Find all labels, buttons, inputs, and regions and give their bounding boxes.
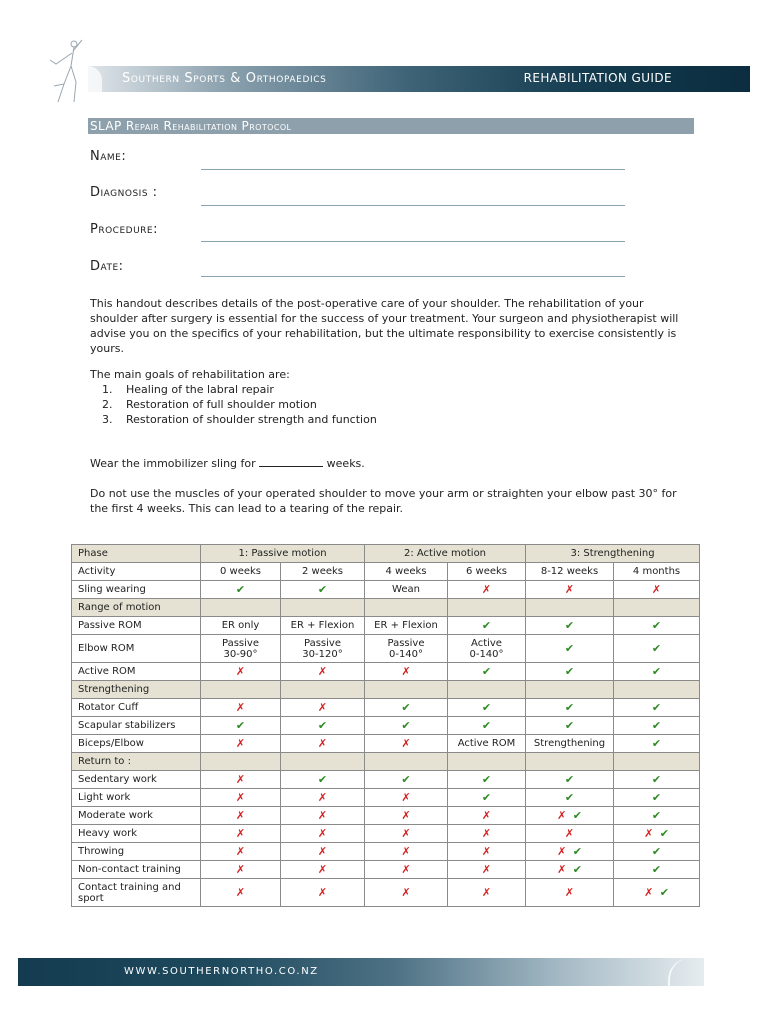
table-row	[72, 663, 700, 681]
cross-icon: ✗	[317, 736, 328, 750]
timepoint: 0 weeks	[201, 563, 281, 581]
cross-icon: ✗	[481, 582, 492, 596]
table-row	[72, 861, 700, 879]
cross-icon: ✗	[317, 664, 328, 678]
section-row	[72, 599, 700, 617]
goals-list	[90, 382, 377, 427]
cell-text: Strengthening	[526, 735, 614, 753]
timepoint: 4 months	[614, 563, 700, 581]
table-row	[72, 825, 700, 843]
cross-icon: ✗	[317, 700, 328, 714]
table-row-phase	[72, 545, 700, 563]
tick-icon: ✔	[317, 582, 328, 596]
name-line	[201, 169, 625, 170]
activity-label: Activity	[72, 563, 201, 581]
tick-icon: ✔	[317, 718, 328, 732]
row-label: Light work	[72, 789, 201, 807]
header-bar	[88, 66, 750, 92]
tick-icon: ✔	[572, 862, 582, 876]
tick-icon: ✔	[481, 664, 492, 678]
cross-icon: ✗	[401, 862, 411, 876]
row-label: Moderate work	[72, 807, 201, 825]
cell-text: Active ROM	[448, 735, 526, 753]
protocol-title: SLAP Repair Rehabilitation Protocol	[88, 118, 694, 134]
tick-icon: ✔	[317, 772, 328, 786]
tick-icon: ✔	[651, 862, 662, 876]
cross-icon: ✗	[557, 862, 567, 876]
cross-icon: ✗	[401, 844, 411, 858]
cross-icon: ✗	[235, 736, 246, 750]
row-label: Rotator Cuff	[72, 699, 201, 717]
timepoint: 4 weeks	[365, 563, 448, 581]
section-strengthening: Strengthening	[72, 681, 201, 699]
guide-label: REHABILITATION GUIDE	[523, 71, 672, 85]
tick-icon: ✔	[564, 772, 575, 786]
cross-icon: ✗	[401, 885, 411, 899]
table-row	[72, 617, 700, 635]
cross-icon: ✗	[481, 826, 492, 840]
tick-icon: ✔	[659, 826, 669, 840]
cross-icon: ✗	[481, 862, 492, 876]
rehab-table	[71, 544, 700, 907]
row-label: Throwing	[72, 843, 201, 861]
tick-icon: ✔	[481, 700, 492, 714]
cross-icon: ✗	[235, 664, 246, 678]
date-line	[201, 276, 625, 277]
cross-icon: ✗	[317, 862, 328, 876]
diagnosis-line	[201, 205, 625, 206]
tick-icon: ✔	[564, 641, 575, 655]
cross-icon: ✗	[317, 808, 328, 822]
cross-icon: ✗	[235, 700, 246, 714]
row-label: Active ROM	[72, 663, 201, 681]
section-range-of-motion: Range of motion	[72, 599, 201, 617]
table-row	[72, 699, 700, 717]
tick-icon: ✔	[401, 700, 411, 714]
goal-item: 1. Healing of the labral repair	[116, 382, 377, 397]
section-row	[72, 753, 700, 771]
cell-text: 30-120°	[302, 648, 343, 660]
cell-text: 0-140°	[469, 648, 504, 660]
tick-icon: ✔	[481, 618, 492, 632]
cross-icon: ✗	[401, 736, 411, 750]
cross-icon: ✗	[235, 826, 246, 840]
sling-instruction	[90, 456, 690, 471]
tick-icon: ✔	[572, 808, 582, 822]
timepoint: 2 weeks	[281, 563, 365, 581]
timepoint: 6 weeks	[448, 563, 526, 581]
header-notch	[88, 66, 102, 92]
cross-icon: ✗	[235, 844, 246, 858]
diagnosis-label: Diagnosis :	[90, 185, 158, 200]
tick-icon: ✔	[481, 718, 492, 732]
cross-icon: ✗	[401, 808, 411, 822]
tick-icon: ✔	[235, 718, 246, 732]
goal-item: 2. Restoration of full shoulder motion	[116, 397, 377, 412]
table-row	[72, 581, 700, 599]
cross-icon: ✗	[481, 808, 492, 822]
row-label: Heavy work	[72, 825, 201, 843]
cross-icon: ✗	[317, 826, 328, 840]
goal-item: 3. Restoration of shoulder strength and function	[116, 412, 377, 427]
table-row	[72, 807, 700, 825]
procedure-label: Procedure:	[90, 222, 158, 237]
footer-swoosh	[668, 958, 690, 986]
cell-text: ER + Flexion	[281, 617, 365, 635]
tick-icon: ✔	[651, 808, 662, 822]
row-label: Elbow ROM	[72, 635, 201, 663]
table-row	[72, 879, 700, 907]
cell-text: 30-90°	[223, 648, 258, 660]
cross-icon: ✗	[564, 582, 575, 596]
tick-icon: ✔	[651, 736, 662, 750]
cross-icon: ✗	[401, 664, 411, 678]
cross-icon: ✗	[235, 790, 246, 804]
phase-3: 3: Strengthening	[526, 545, 700, 563]
tick-icon: ✔	[651, 700, 662, 714]
sling-text-before: Wear the immobilizer sling for	[90, 457, 256, 470]
table-row	[72, 843, 700, 861]
cross-icon: ✗	[644, 826, 654, 840]
tick-icon: ✔	[572, 844, 582, 858]
phase-label: Phase	[72, 545, 201, 563]
tick-icon: ✔	[564, 700, 575, 714]
phase-1: 1: Passive motion	[201, 545, 365, 563]
cross-icon: ✗	[564, 826, 575, 840]
tick-icon: ✔	[401, 718, 411, 732]
cell-text: Passive	[222, 637, 259, 649]
section-return-to: Return to :	[72, 753, 201, 771]
cross-icon: ✗	[651, 582, 662, 596]
logo-figure	[44, 36, 94, 106]
table-row	[72, 717, 700, 735]
tick-icon: ✔	[235, 582, 246, 596]
cross-icon: ✗	[235, 885, 246, 899]
row-label: Sedentary work	[72, 771, 201, 789]
sling-text-after: weeks.	[326, 457, 365, 470]
cell-text: ER + Flexion	[365, 617, 448, 635]
cross-icon: ✗	[235, 772, 246, 786]
cell-text: Wean	[365, 581, 448, 599]
table-row	[72, 789, 700, 807]
tick-icon: ✔	[659, 885, 669, 899]
cross-icon: ✗	[481, 885, 492, 899]
tick-icon: ✔	[564, 618, 575, 632]
table-row-activity	[72, 563, 700, 581]
row-label: Biceps/Elbow	[72, 735, 201, 753]
tick-icon: ✔	[401, 772, 411, 786]
footer-bar	[18, 958, 704, 986]
cross-icon: ✗	[235, 862, 246, 876]
cross-icon: ✗	[644, 885, 654, 899]
tick-icon: ✔	[564, 664, 575, 678]
footer-url[interactable]: WWW.SOUTHERNORTHO.CO.NZ	[124, 966, 319, 977]
timepoint: 8-12 weeks	[526, 563, 614, 581]
tick-icon: ✔	[651, 844, 662, 858]
cross-icon: ✗	[317, 844, 328, 858]
phase-2: 2: Active motion	[365, 545, 526, 563]
tick-icon: ✔	[651, 641, 662, 655]
table-row	[72, 735, 700, 753]
tick-icon: ✔	[564, 790, 575, 804]
cell-text: Passive	[387, 637, 425, 649]
tick-icon: ✔	[651, 790, 662, 804]
goals-block	[90, 367, 377, 427]
row-label: Passive ROM	[72, 617, 201, 635]
tick-icon: ✔	[651, 718, 662, 732]
cross-icon: ✗	[557, 844, 567, 858]
cross-icon: ✗	[401, 790, 411, 804]
tick-icon: ✔	[651, 664, 662, 678]
cell-text: 0-140°	[388, 648, 424, 660]
cross-icon: ✗	[235, 808, 246, 822]
name-label: Name:	[90, 149, 127, 164]
row-label: Contact training and sport	[72, 879, 201, 907]
procedure-line	[201, 241, 625, 242]
cross-icon: ✗	[401, 826, 411, 840]
cross-icon: ✗	[317, 790, 328, 804]
cross-icon: ✗	[317, 885, 328, 899]
cell-text: ER only	[201, 617, 281, 635]
cross-icon: ✗	[564, 885, 575, 899]
tick-icon: ✔	[481, 772, 492, 786]
cross-icon: ✗	[557, 808, 567, 822]
sling-weeks-blank	[259, 456, 323, 467]
cross-icon: ✗	[481, 844, 492, 858]
tick-icon: ✔	[651, 772, 662, 786]
row-label: Non-contact training	[72, 861, 201, 879]
org-name: Southern Sports & Orthopaedics	[122, 71, 327, 86]
tick-icon: ✔	[651, 618, 662, 632]
cell-text: Passive	[304, 637, 341, 649]
cell-text: Active	[471, 637, 502, 649]
row-label: Sling wearing	[72, 581, 201, 599]
section-row	[72, 681, 700, 699]
table-row	[72, 771, 700, 789]
warning-paragraph: Do not use the muscles of your operated shoulder to move your arm or straighten your elbow past 30° for the first 4 weeks. This can lead to a tearing of the repair.	[90, 487, 677, 515]
date-label: Date:	[90, 259, 124, 274]
intro-paragraph: This handout describes details of the post-operative care of your shoulder. The rehabilitation of your shoulder after surgery is essential for the success of your treatment. Your surgeon and physiotherapist will advise you on the specifics of your rehabilitation, but the ultimate responsibility to exercise consistently is yours.	[90, 297, 679, 355]
row-label: Scapular stabilizers	[72, 717, 201, 735]
goals-heading: The main goals of rehabilitation are:	[90, 368, 290, 381]
tick-icon: ✔	[481, 790, 492, 804]
tick-icon: ✔	[564, 718, 575, 732]
table-row	[72, 635, 700, 663]
